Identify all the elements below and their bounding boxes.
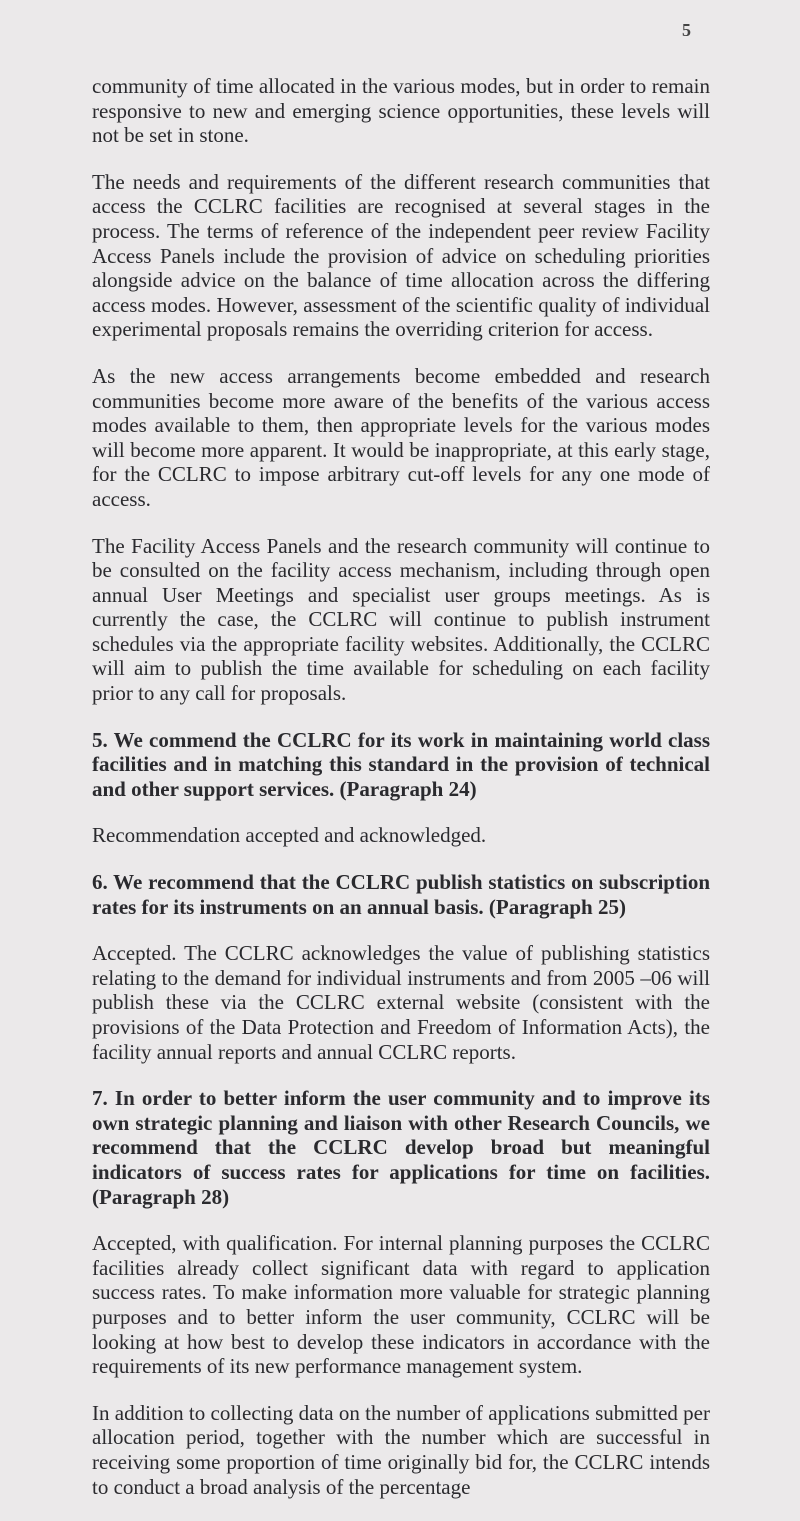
recommendation-heading: 7. In order to better inform the user community and to improve its own strategic planning and liaison with other Research Councils, we recommend that the CCLRC develop broad but meaningful indicators of success rates for applications for time on facilities. (Paragraph 28) <box>92 1086 710 1209</box>
document-body <box>92 74 710 1521</box>
paragraph: community of time allocated in the various modes, but in order to remain responsive to new and emerging science opportunities, these levels will not be set in stone. <box>92 74 710 148</box>
paragraph: In addition to collecting data on the number of applications submitted per allocation period, together with the number which are successful in receiving some proportion of time originally bid for, the CCLRC intends to conduct a broad analysis of the percentage <box>92 1400 710 1499</box>
paragraph: Recommendation accepted and acknowledged. <box>92 823 487 848</box>
paragraph: The Facility Access Panels and the research community will continue to be consulted on the facility access mechanism, including through open annual User Meetings and specialist user groups meetings. As is currently the case, the CCLRC will continue to publish instrument schedules via the appropriate facility websites. Additionally, the CCLRC will aim to publish the time available for scheduling on each facility prior to any call for proposals. <box>92 533 710 706</box>
page-number: 5 <box>682 20 691 40</box>
paragraph: The needs and requirements of the different research communities that access the CCLRC facilities are recognised at several stages in the process. The terms of reference of the independent peer review Facility Access Panels include the provision of advice on scheduling priorities alongside advice on the balance of time allocation across the differing access modes. However, assessment of the scientific quality of individual experimental proposals remains the overriding criterion for access. <box>92 169 710 342</box>
paragraph: Accepted, with qualification. For internal planning purposes the CCLRC facilities already collect significant data with regard to application success rates. To make information more valuable for strategic planning purposes and to better inform the user community, CCLRC will be looking at how best to develop these indicators in accordance with the requirements of its new performance management system. <box>92 1231 710 1379</box>
recommendation-heading: 6. We recommend that the CCLRC publish statistics on subscription rates for its instruments on an annual basis. (Paragraph 25) <box>92 870 710 919</box>
paragraph: As the new access arrangements become embedded and research communities become more aware of the benefits of the various access modes available to them, then appropriate levels for the various modes will become more apparent. It would be inappropriate, at this early stage, for the CCLRC to impose arbitrary cut-off levels for any one mode of access. <box>92 363 710 511</box>
paragraph: Accepted. The CCLRC acknowledges the value of publishing statistics relating to the demand for individual instruments and from 2005 –06 will publish these via the CCLRC external website (consistent with the provisions of the Data Protection and Freedom of Information Acts), the facility annual reports and annual CCLRC reports. <box>92 941 710 1064</box>
recommendation-heading: 5. We commend the CCLRC for its work in maintaining world class facilities and in matching this standard in the provision of technical and other support services. (Paragraph 24) <box>92 727 710 801</box>
